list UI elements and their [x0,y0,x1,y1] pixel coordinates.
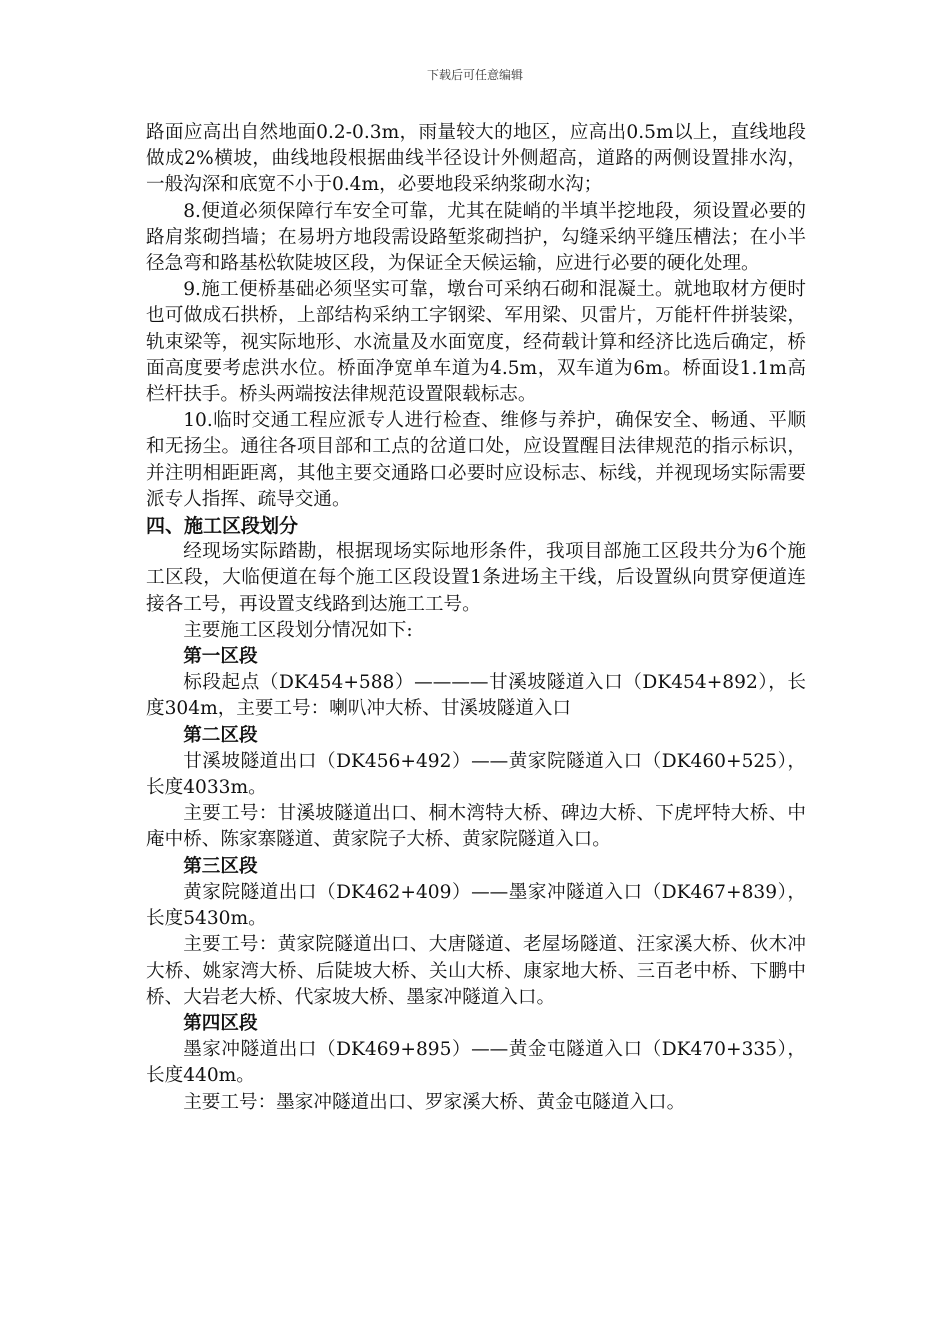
section-intro: 经现场实际踏勘，根据现场实际地形条件，我项目部施工区段共分为6个施工区段，大临便道在每个施工区段设置1条进场主干线，后设置纵向贯穿便道连接各工号，再设置支线路到达施工工号。 [146,541,806,615]
zone-2-works: 主要工号：甘溪坡隧道出口、桐木湾特大桥、碑边大桥、下虎坪特大桥、中庵中桥、陈家寨隧道、黄家院子大桥、黄家院隧道入口。 [146,803,806,851]
zone-3-works: 主要工号：黄家院隧道出口、大唐隧道、老屋场隧道、汪家溪大桥、伙木冲大桥、姚家湾大桥、后陡坡大桥、关山大桥、康家地大桥、三百老中桥、下鹏中桥、大岩老大桥、代家坡大桥、墨家冲隧道入口。 [146,934,806,1008]
paragraph-road-surface: 路面应高出自然地面0.2-0.3m，雨量较大的地区，应高出0.5m以上，直线地段做成2%横坡，曲线地段根据曲线半径设计外侧超高，道路的两侧设置排水沟，一般沟深和底宽不小于0.4m，必要地段采纳浆砌水沟； [146,122,806,196]
zone-4-works: 主要工号：墨家冲隧道出口、罗家溪大桥、黄金屯隧道入口。 [183,1091,686,1113]
section-summary: 主要施工区段划分情况如下: [183,619,413,641]
zone-2-heading: 第二区段 [183,724,258,746]
document-body [146,120,806,1116]
zone-3-text: 黄家院隧道出口（DK462+409）——墨家冲隧道入口（DK467+839），长度5430m。 [146,881,806,930]
page-header: 下载后可任意编辑 [426,68,523,82]
zone-1-heading: 第一区段 [183,646,258,668]
zone-4-heading: 第四区段 [183,1012,258,1034]
zone-3-heading: 第三区段 [183,855,258,877]
paragraph-item-9: 9.施工便桥基础必须坚实可靠，墩台可采纳石砌和混凝土。就地取材方便时也可做成石拱桥，上部结构采纳工字钢梁、军用梁、贝雷片，万能杆件拼装梁，轨束梁等，视实际地形、水流量及水面宽度，经荷载计算和经济比选后确定，桥面高度要考虑洪水位。桥面净宽单车道为4.5m，双车道为6m。桥面设1.1m高栏杆扶手。桥头两端按法律规范设置限载标志。 [146,279,806,406]
zone-2-text: 甘溪坡隧道出口（DK456+492）——黄家院隧道入口（DK460+525），长度4033m。 [146,750,806,799]
section-heading: 四、施工区段划分 [146,515,299,538]
paragraph-item-8: 8.便道必须保障行车安全可靠，尤其在陡峭的半填半挖地段，须设置必要的路肩浆砌挡墙；在易坍方地段需设路堑浆砌挡护，勾缝采纳平缝压槽法；在小半径急弯和路基松软陡坡区段，为保证全天候运输，应进行必要的硬化处理。 [146,200,806,275]
zone-4-text: 墨家冲隧道出口（DK469+895）——黄金屯隧道入口（DK470+335），长度440m。 [146,1039,806,1087]
zone-1-text: 标段起点（DK454+588）————甘溪坡隧道入口（DK454+892），长度304m，主要工号：喇叭冲大桥、甘溪坡隧道入口 [146,672,806,720]
paragraph-item-10: 10.临时交通工程应派专人进行检查、维修与养护，确保安全、畅通、平顺和无扬尘。通往各项目部和工点的岔道口处，应设置醒目法律规范的指示标识，并注明相距距离，其他主要交通路口必要时应设标志、标线，并视现场实际需要派专人指挥、疏导交通。 [146,410,806,510]
